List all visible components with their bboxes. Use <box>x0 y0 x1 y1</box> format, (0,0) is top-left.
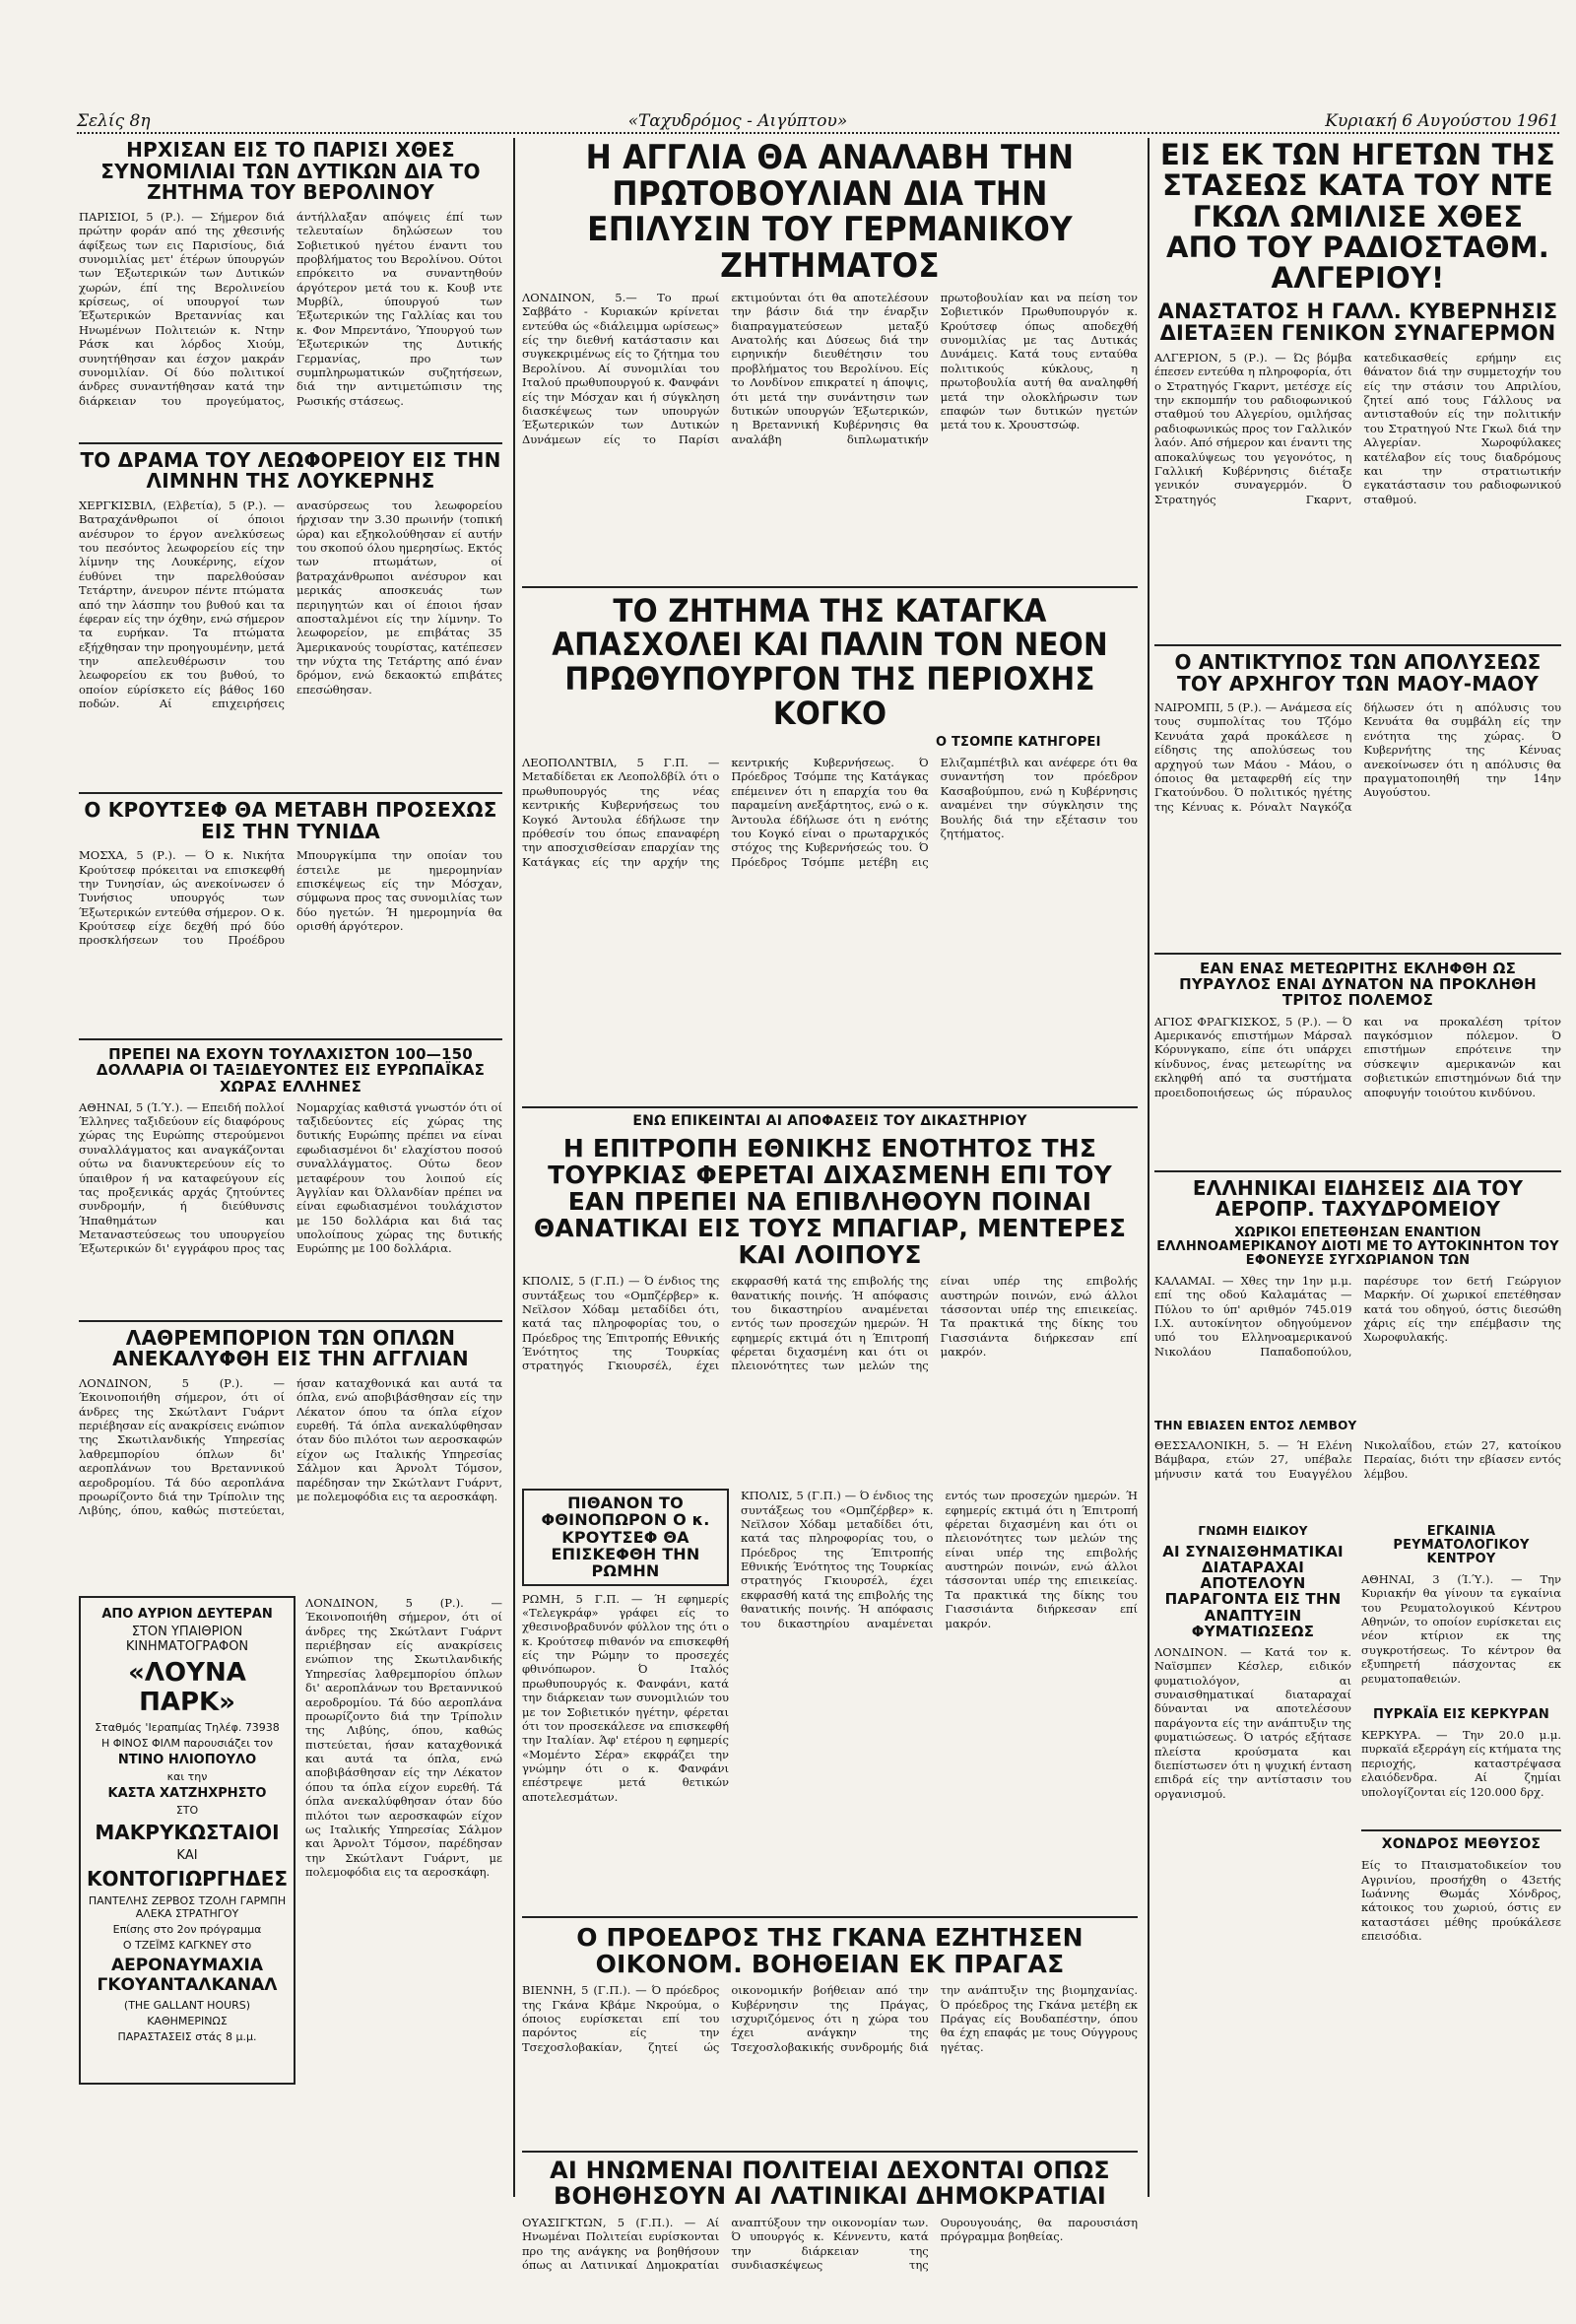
subhead-villagers-attack: ΧΩΡΙΚΟΙ ΕΠΕΤΕΘΗΣΑΝ ΕΝΑΝΤΙΟΝ ΕΛΛΗΝΟΑΜΕΡΙΚΑΝΟΥ ΔΙΟΤΙ ΜΕ ΤΟ ΑΥΤΟΚΙΝΗΤΟΝ ΤΟΥ ΕΦΟΝΕΥΣΕ ΣΥΓΧΩΡΙΑΝΟΝ ΤΩΝ <box>1156 1225 1559 1268</box>
ad-address: Σταθμός 'Ιεραπμίας Τηλέφ. 73938 <box>95 1720 280 1734</box>
headline-drunk-chondros: ΧΟΝΔΡΟΣ ΜΕΘΥΣΟΣ <box>1381 1836 1542 1853</box>
article-britain-initiative: ΛΟΝΔΙΝΟΝ, 5.— Το πρωί Σαββάτο - Κυριακών κρίνεται εντεύθα ώς «διάλειμμα ωρίσεως» είς την διεθνή κατάστασιν και συγκεκριμένως είς το ζήτημα του Βερολίνου. Αί συνομιλίαι του Ιταλού πρωθυπουργού κ. Φανφάνι είς την Μόσχαν και ή σύγκληση διασκέψεως των υπουργών Έξωτερικών των Δυτικών Δυνάμεων είς το Παρίσι εκτιμούνται ότι θα αποτελέσουν την βάσιν διά την έναρξιν διαπραγματεύσεων μεταξύ Ανατολής και Δύσεως διά την ειρηνικήν διευθέτησιν του προβλήματος του Βερολίνου. Είς το Λονδίνον επικρατεί η άποψις, ότι μετά την συνάντησιν των δυτικών υπουργών Έξωτερικών, η Βρεταννική Κυβέρνησις θα αναλάβη διπλωματικήν πρωτοβουλίαν και να πείση τον Σοβιετικόν Πρωθυπουργόν κ. Κρούτσεφ όπως αποδεχθή συνομιλίας με τας Δυτικάς Δυνάμεις. Κατά τους ενταύθα πολιτικούς κύκλους, η πρωτοβουλία αυτή θα αναληφθή μετά την ολοκλήρωσιν των επαφών των δυτικών ηγετών μετά του κ. Χρουστσώφ. <box>522 290 1138 446</box>
ad-line: ΚΑΘΗΜΕΡΙΝΩΣ <box>147 2014 228 2027</box>
page-label: Σελίς 8η <box>77 111 151 131</box>
headline-mau-mau: Ο ΑΝΤΙΚΤΥΠΟΣ ΤΩΝ ΑΠΟΛΥΣΕΩΣ ΤΟΥ ΑΡΧΗΓΟΥ ΤΩΝ ΜΑΟΥ-ΜΑΟΥ <box>1174 649 1542 696</box>
article-katanga: ΛΕΟΠΟΛΝΤΒΙΛ, 5 Γ.Π. — Μεταδίδεται εκ Λεοπολδβίλ ότι ο πρωθυπουργός της νέας κεντρικής Κυβερνήσεως του Κογκό Άντουλα έδήλωσε την πρόθεσίν του όπως επαναφέρη την αποσχισθείσαν επαρχίαν της Κατάγκας είς την αρχήν της κεντρικής Κυβερνήσεως. Ό Πρόεδρος Τσόμπε της Κατάγκας επέμεινεν ότι η επαρχία του θα παραμείνη ανεξάρτητος, ενώ ο κ. Άντουλα έδήλωσε ότι η ενότης του Κογκό είναι ο πρωταρχικός στόχος της Κυβερνήσεώς του. Ό Πρόεδρος Τσόμπε μετέβη εις Ελιζαμπέτβιλ και ανέφερε ότι θα συναντήση τον πρόεδρον Κασαβούμπου, ενώ η Κυβέρνησις αναμένει την σύγκλησιν της Βουλής διά την εξέτασιν του ζητήματος. <box>522 756 1138 869</box>
article-meteorite-war: ΑΓΙΟΣ ΦΡΑΓΚΙΣΚΟΣ, 5 (Ρ.). — Ό Αμερικανός επιστήμων Μάρσαλ Κόρυνγκαπο, είπε ότι υπάρχει κίνδυνος, ένας μετεωρίτης να εκληφθή από τα συστήματα προειδοποιήσεως ώς πύραυλος και να προκαλέση τρίτον παγκόσμιον πόλεμον. Ό επιστήμων επρότεινε την σύσκεψιν αμερικανών και σοβιετικών επιστημόνων διά την αποφυγήν τοιούτου κινδύνου. <box>1154 1014 1561 1099</box>
article-drunk-chondros: Είς το Πταισματοδικείον του Αγρινίου, προσήχθη ο 43ετής Ιωάννης Θωμάς Χόνδρος, κάτοικος του χωριού, όστις εν καταστάσει μέθης προύκάλεσε επεισόδια. <box>1361 1858 1561 1943</box>
ad-line: ΚΑΙ <box>176 1847 198 1863</box>
article-boat-assault: ΘΕΣΣΑΛΟΝΙΚΗ, 5. — Ή Ελένη Βάμβαρα, ετών 27, υπέβαλε μήνυσιν κατά του Ευαγγέλου Νικολαΐδου, ετών 27, κατοίκου Περαίας, διότι την εβίασεν εντός λέμβου. <box>1154 1437 1561 1481</box>
kicker-turkey-court: ΕΝΩ ΕΠΙΚΕΙΝΤΑΙ ΑΙ ΑΠΟΦΑΣΕΙΣ ΤΟΥ ΔΙΚΑΣΤΗΡΙΟΥ <box>632 1113 1027 1130</box>
article-tuberculosis: ΛΟΝΔΙΝΟΝ. — Κατά τον κ. Ναϊσμπεν Κέσλερ, ειδικόν φυματιολόγον, αι συναισθηματικαί διαταραχαί δύνανται να αποτελέσουν παράγοντα είς την ανάπτυξιν της φυματιώσεως. Ό ιατρός εξήτασε πλείστα κρούσματα και διεπίστωσεν ότι η ψυχική ένταση επιδρά είς την αντίστασιν του οργανισμού. <box>1154 1644 1351 1801</box>
headline-rheumatology: ΕΓΚΑΙΝΙΑ ΡΕΥΜΑΤΟΛΟΓΙΚΟΥ ΚΕΝΤΡΟΥ <box>1393 1523 1530 1566</box>
article-corfu-fire: ΚΕΡΚΥΡΑ. — Την 20.0 μ.μ. πυρκαϊά εξερράγη είς κτήματα της περιοχής, καταστρέψασα ελαιόδενδρα. Αί ζημίαι υπολογίζονται είς 120.000 δρχ. <box>1361 1728 1561 1799</box>
ad-actor: Ο ΤΖΕΪΜΣ ΚΑΓΚΝΕΥ στο <box>122 1938 252 1952</box>
headline-meteorite-war: ΕΑΝ ΕΝΑΣ ΜΕΤΕΩΡΙΤΗΣ ΕΚΛΗΦΘΗ ΩΣ ΠΥΡΑΥΛΟΣ ΕΝΑΙ ΔΥΝΑΤΟΝ ΝΑ ΠΡΟΚΛΗΘΗ ΤΡΙΤΟΣ ΠΟΛΕΜΟΣ <box>1179 960 1537 1010</box>
subhead-french-alert: ΑΝΑΣΤΑΤΟΣ Η ΓΑΛΛ. ΚΥΒΕΡΝΗΣΙΣ ΔΙΕΤΑΞΕΝ ΓΕΝΙΚΟΝ ΣΥΝΑΓΕΡΜΟΝ <box>1157 299 1558 346</box>
issue-date: Κυριακή 6 Αυγούστου 1961 <box>1325 111 1559 131</box>
article-usa-latin: ΟΥΑΣΙΓΚΤΩΝ, 5 (Γ.Π.). — Αί Ηνωμέναι Πολιτείαι ευρίσκονται προ της ανάγκης να βοηθήσουν όπως αι Λατινικαί Δημοκρατίαι αναπτύξουν την οικονομίαν των. Ό υπουργός κ. Κέννεντυ, κατά την διάρκειαν της συνδιασκέψεως της Ουρουγουάης, θα παρουσιάση πρόγραμμα βοηθείας. <box>522 2216 1138 2273</box>
ad-line: Επίσης στο 2ον πρόγραμμα <box>112 1922 262 1936</box>
ad-line: ΣΤΟΝ ΥΠΑΙΘΡΙΟΝ ΚΙΝΗΜΑΤΟΓΡΑΦΟΝ <box>125 1624 249 1654</box>
ad-venue: «ΛΟΥΝΑ ΠΑΡΚ» <box>128 1657 246 1717</box>
headline-corfu-fire: ΠΥΡΚΑΪΑ ΕΙΣ ΚΕΡΚΥΡΑΝ <box>1373 1706 1549 1722</box>
article-algeria-radio: ΑΛΓΕΡΙΟΝ, 5 (Ρ.). — Ώς βόμβα έπεσεν εντεύθα η πληροφορία, ότι ο Στρατηγός Γκαρντ, μετέσχε είς την εκπομπήν του ραδιοφωνικού σταθμού του Αλγερίου, ομιλήσας ραδιοφωνικώς προς τον Γαλλικόν λαόν. Από σήμερον και έναντι της αποκαλύψεως του γεγονότος, η Γαλλική Κυβέρνησις διέταξε γενικόν συναγερμόν. Ό Στρατηγός Γκαρντ, κατεδικασθείς ερήμην εις θάνατον διά την συμμετοχήν του είς την στάσιν του Απριλίου, ζητεί από τους Γάλλους να αντισταθούν είς την πολιτικήν του Στρατηγού Ντε Γκωλ διά την Αλγερίαν. Χωροφύλακες κατέλαβον είς τους διαδρόμους και την στρατιωτικήν εγκατάστασιν του ραδιοφωνικού σταθμού. <box>1154 350 1561 506</box>
divider <box>522 1106 1138 1108</box>
ad-line: και την <box>166 1769 208 1783</box>
column-left <box>79 140 502 2199</box>
ad-showtimes: ΠΑΡΑΣΤΑΣΕΙΣ στάς 8 μ.μ. <box>117 2029 257 2043</box>
ad-line: ΑΠΟ ΑΥΡΙΟΝ ΔΕΥΤΕΡΑΝ <box>101 1606 273 1622</box>
headline-travel-dollars: ΠΡΕΠΕΙ ΝΑ ΕΧΟΥΝ ΤΟΥΛΑΧΙΣΤΟΝ 100—150 ΔΟΛΛΑΡΙΑ ΟΙ ΤΑΞΙΔΕΥΟΝΤΕΣ ΕΙΣ ΕΥΡΩΠΑΪΚΑΣ ΧΩΡΑΣ ΕΛΛΗΝΕΣ <box>96 1045 486 1096</box>
ad-line: ΣΤΟ <box>175 1803 199 1817</box>
article-arms-smuggling: ΛΟΝΔΙΝΟΝ, 5 (Ρ.). — Έκοινοποιήθη σήμερον, ότι οί άνδρες της Σκώτλαντ Γυάρντ περιέβησαν είς ανακρίσεις ενώπιον της Σκωτιλανδικής Υπηρεσίας λαθρεμπορίου όπλων δι' αεροπλάνων του Βρεταννικού αεροδρομίου. Τά δύο αεροπλάνα προωρίζοντο διά την Τρίπολιν της Λιβύης, όπου, καθώς πιστεύεται, ήσαν καταχθονικά και αυτά τα όπλα, ενώ αποβιβάσθησαν είς την Λέκατον όπου τα όπλα είχον ευρεθή. Τά όπλα ανεκαλύφθησαν όταν δύο πιλότοι των αεροσκαφών είχον ως Ιταλικής Υπηρεσίας Σάλμον και Άρνολτ Τόμσον, παρέδησαν την Σκώτλαντ Γυάρντ, με πολεμοφόδια εις τα αεροσκάφη. <box>79 1375 502 1518</box>
divider <box>1154 953 1561 955</box>
article-bus-drama: ΧΕΡΓΚΙΣΒΙΛ, (Ελβετία), 5 (Ρ.). — Βατραχάνθρωποι οί όποιοι ανέσυρον το έργον ανελκύσεως του πεσόντος λεωφορείου είς την λίμνην της Λουκέρνης, είχον έυθύνει την παρελθούσαν Τετάρτην, άνευρον πέντε πτώματα από την λάσπην του βυθού και τα έφεραν είς την όχθην, ενώ σήμερον τα ευρήκαν. Τα πτώματα εξήχθησαν την προηγουμένην, μετά την απελευθέρωσιν του λεωφορείου εκ του βυθού, το οποίον εύρίσκετο είς βάθος 160 ποδών. Αί επιχειρήσεις ανασύρσεως του λεωφορείου ήρχισαν την 3.30 πρωινήν (τοπική ώρα) και εξηκολούθησαν εί αυτήν του σκοπού όλου ημερησίως. Εκτός των πτωμάτων, οί βατραχάνθρωποι ανέσυρον και μερικάς αποσκευάς των περιηγητών και οί έποιοι ήσαν αποσταλμένοι είς την λίμνην. Το λεωφορείον, με επιβάτας 35 Άμερικανούς τουρίστας, κατέπεσεν την νύχτα της Τετάρτης από έναν δρόμον, ενώ δεκαοκτώ επιβάτες επεσώθησαν. <box>79 498 502 711</box>
article-turkey-continued: ΚΠΟΛΙΣ, 5 (Γ.Π.) — Ό ένδιος της συντάξεως του «Ομπζέρβερ» κ. Νεϊλσον Χόδαμ μεταδίδει ότι, κατά τας πληροφορίας του, ο Πρόεδρος της Έπιτροπής Εθνικής Ένότητος της Τουρκίας στρατηγός Γκιουρσέλ, έχει εκφρασθή κατά της επιβολής της θανατικής ποινής. Ή απόφασις του δικαστηρίου αναμένεται εντός των προσεχών ημερών. Ή εφημερίς εκτιμά ότι η Έπιτροπή φέρεται διχασμένη και ότι οι πλειονότητες των μελών της είναι υπέρ της επιβολής αυστηρών ποινών, ενώ άλλοι τάσσονται υπέρ της επιεικείας. Τα πρακτικά της δίκης του Γιασσιάντα διήρκεσαν επί μακρόν. <box>741 1489 1138 1630</box>
article-turkey-committee: ΚΠΟΛΙΣ, 5 (Γ.Π.) — Ό ένδιος της συντάξεως του «Ομπζέρβερ» κ. Νεϊλσον Χόδαμ μεταδίδει ότι, κατά τας πληροφορίας του, ο Πρόεδρος της Έπιτροπής Εθνικής Ένότητος της Τουρκίας στρατηγός Γκιουρσέλ, έχει εκφρασθή κατά της επιβολής της θανατικής ποινής. Ή απόφασις του δικαστηρίου αναμένεται εντός των προσεχών ημερών. Ή εφημερίς εκτιμά ότι η Έπιτροπή φέρεται διχασμένη και ότι οι πλειονότητες των μελών της είναι υπέρ της επιβολής αυστηρών ποινών, ενώ άλλοι τάσσονται υπέρ της επιεικείας. Τα πρακτικά της δίκης του Γιασσιάντα διήρκεσαν επί μακρόν. <box>522 1274 1138 1373</box>
headline-tuberculosis: ΑΙ ΣΥΝΑΙΣΘΗΜΑΤΙΚΑΙ ΔΙΑΤΑΡΑΧΑΙ ΑΠΟΤΕΛΟΥΝ ΠΑΡΑΓΟΝΤΑ ΕΙΣ ΤΗΝ ΑΝΑΠΤΥΞΙΝ ΦΥΜΑΤΙΩΣΕΩΣ <box>1162 1542 1344 1640</box>
article-villagers-attack: ΚΑΛΑΜΑΙ. — Χθες την 1ην μ.μ. επί της οδού Καλαμάτας — Πύλου το ύπ' αριθμόν 745.019 Ι.Χ. αυτοκίνητον οδηγούμενον υπό του Ελληνοαμερικανού Νικολάου Παπαδοπούλου, παρέσυρε τον 6ετή Γεώργιον Μαρκήν. Οί χωρικοί επετέθησαν κατά του οδηγού, όστις διεσώθη χάρις είς την επέμβασιν της Χωροφυλακής. <box>1154 1273 1561 1359</box>
headline-greek-news: ΕΛΛΗΝΙΚΑΙ ΕΙΔΗΣΕΙΣ ΔΙΑ ΤΟΥ ΑΕΡΟΠΡ. ΤΑΧΥΔΡΟΜΕΙΟΥ <box>1192 1175 1524 1222</box>
kicker-expert: ΓΝΩΜΗ ΕΙΔΙΚΟΥ <box>1198 1523 1308 1538</box>
headline-khrushchev-tunisia: Ο ΚΡΟΥΤΣΕΦ ΘΑ ΜΕΤΑΒΗ ΠΡΟΣΕΧΩΣ ΕΙΣ ΤΗΝ ΤΥΝΙΔΑ <box>84 797 497 843</box>
article-rheumatology: ΑΘΗΝΑΙ, 3 (Ί.Ύ.). — Την Κυριακήν θα γίνουν τα εγκαίνια του Ρευματολογικού Κέντρου Αθηνών, το οποίον ευρίσκεται εις νέον κτίριον εκ της συγκροτήσεως. Το κέντρον θα εξυπηρετή πάσχοντας εκ ρευματοπαθειών. <box>1361 1571 1561 1686</box>
headline-katanga: ΤΟ ΖΗΤΗΜΑ ΤΗΣ ΚΑΤΑΓΚΑ ΑΠΑΣΧΟΛΕΙ ΚΑΙ ΠΑΛΙΝ ΤΟΝ ΝΕΟΝ ΠΡΩΘΥΠΟΥΡΓΟΝ ΤΗΣ ΠΕΡΙΟΧΗΣ ΚΟΓΚΟ <box>552 591 1108 732</box>
article-ghana: ΒΙΕΝΝΗ, 5 (Γ.Π.). — Ό πρόεδρος της Γκάνα Κβάμε Νκρούμα, ο όποιος ευρίσκεται επί του παρόντος είς την Τσεχοσλοβακίαν, ζητεί ώς οικονομικήν βοήθειαν από την Κυβέρνησιν της Πράγας, ισχυριζόμενος ότι η χώρα του έχει ανάγκην της Τσεχοσλοβακικής συνδρομής διά την ανάπτυξιν της βιομηχανίας. Ό πρόεδρος της Γκάνα μετέβη εκ Πράγας είς Βουδαπέστην, όπου θα έχη επαφάς με τους Ούγγρους ηγέτας. <box>522 1983 1138 2054</box>
ad-actor: ΝΤΙΝΟ ΗΛΙΟΠΟΥΛΟ <box>117 1752 257 1767</box>
article-khrushchev-tunisia: ΜΟΣΧΑ, 5 (Ρ.). — Ό κ. Νικήτα Κρούτσεφ πρόκειται να επισκεφθή την Τυνησίαν, ώς ανεκοίνωσεν ό Τυνήσιος υπουργός των Έξωτερικών εντεύθα σήμερον. Ο κ. Κρούτσεφ είχε δεχθή πρό δύο προσκλήσεων του Προέδρου Μπουργκίμπα την οποίαν του έστειλε με ημερομηνίαν επισκέψεως είς την Μόσχαν, σύμφωνα προς τας συνομιλίας των δύο ηγετών. Ή ημερομηνία θα ορισθή άργότερον. <box>79 848 502 948</box>
divider <box>79 792 502 794</box>
article-arms-continued: ΛΟΝΔΙΝΟΝ, 5 (Ρ.). — Έκοινοποιήθη σήμερον, ότι οί άνδρες της Σκώτλαντ Γυάρντ περιέβησαν είς ανακρίσεις ενώπιον της Σκωτιλανδικής Υπηρεσίας λαθρεμπορίου όπλων δι' αεροπλάνων του Βρεταννικού αεροδρομίου. Τά δύο αεροπλάνα προωρίζοντο διά την Τρίπολιν της Λιβύης, όπου, καθώς πιστεύεται, ήσαν καταχθονικά και αυτά τα όπλα, ενώ αποβιβάσθησαν είς την Λέκατον όπου τα όπλα είχον ευρεθή. Τά όπλα ανεκαλύφθησαν όταν δύο πιλότοι των αεροσκαφών είχον ως Ιταλικής Υπηρεσίας Σάλμον και Άρνολτ Τόμσον, παρέδησαν την Σκώτλαντ Γυάρντ, με πολεμοφόδια εις τα αεροσκάφη. <box>305 1595 502 1880</box>
headline-boat-assault: ΤΗΝ ΕΒΙΑΣΕΝ ΕΝΤΟΣ ΛΕΜΒΟΥ <box>1154 1418 1357 1432</box>
divider <box>79 1320 502 1322</box>
ad-actor: ΚΑΣΤΑ ΧΑΤΖΗΧΡΗΣΤΟ <box>107 1785 267 1801</box>
ad-film-title: ΑΕΡΟΝΑΥΜΑΧΙΑ ΓΚΟΥΑΝΤΑΛΚΑΝΑΛ <box>97 1955 278 1995</box>
headline-khrushchev-rome: ΠΙΘΑΝΟΝ ΤΟ ΦΘΙΝΟΠΩΡΟΝ Ο κ. ΚΡΟΥΤΣΕΦ ΘΑ ΕΠΙΣΚΕΦΘΗ ΤΗΝ ΡΩΜΗΝ <box>541 1494 710 1581</box>
headline-algeria-radio: ΕΙΣ ΕΚ ΤΩΝ ΗΓΕΤΩΝ ΤΗΣ ΣΤΑΣΕΩΣ ΚΑΤΑ ΤΟΥ ΝΤΕ ΓΚΩΛ ΩΜΙΛΙΣΕ ΧΘΕΣ ΑΠΟ ΤΟΥ ΡΑΔΙΟΣΤΑΘΜ. ΑΛΓΕΡΙΟΥ! <box>1159 138 1556 296</box>
divider <box>79 442 502 444</box>
ad-cast: ΠΑΝΤΕΛΗΣ ΖΕΡΒΟΣ ΤΖΟΛΗ ΓΑΡΜΠΗ ΑΛΕΚΑ ΣΤΡΑΤΗΓΟΥ <box>88 1893 287 1920</box>
divider <box>522 586 1138 588</box>
ad-film-title: ΚΟΝΤΟΓΙΩΡΓΗΔΕΣ <box>87 1866 289 1891</box>
cinema-advertisement <box>79 1596 296 2085</box>
divider <box>522 2151 1138 2153</box>
headline-box-rome <box>522 1489 729 1585</box>
headline-arms-smuggling: ΛΑΘΡΕΜΠΟΡΙΟΝ ΤΩΝ ΟΠΛΩΝ ΑΝΕΚΑΛΥΦΘΗ ΕΙΣ ΤΗΝ ΑΓΓΛΙΑΝ <box>112 1325 469 1371</box>
divider <box>1361 1829 1561 1831</box>
headline-bus-drama: ΤΟ ΔΡΑΜΑ ΤΟΥ ΛΕΩΦΟΡΕΙΟΥ ΕΙΣ ΤΗΝ ΛΙΜΝΗΝ ΤΗΣ ΛΟΥΚΕΡΝΗΣ <box>80 447 501 494</box>
ad-film-title: ΜΑΚΡΥΚΩΣΤΑΙΟΙ <box>95 1820 280 1844</box>
divider <box>522 1916 1138 1918</box>
paper-name: «Ταχυδρόμος - Αιγύπτου» <box>627 111 848 131</box>
divider <box>1154 1170 1561 1172</box>
ad-english-title: (THE GALLANT HOURS) <box>123 1998 251 2012</box>
column-center <box>522 138 1138 2273</box>
article-mau-mau: ΝΑΙΡΟΜΠΙ, 5 (Ρ.). — Ανάμεσα είς τους συμπολίτας του Τζόμο Κενυάτα χαρά προκάλεσε η είδησις της απολύσεως του αρχηγού των Μάου - Μάου, ο όποιος θα μεταφερθή είς την Γκατούνδου. Ό πολιτικός ηγέτης της Κένυας κ. Ρόναλτ Ναγκόζα δήλωσεν ότι η απόλυσις του Κενυάτα θα συμβάλη είς την ενότητα της χώρας. Ό Κυβερνήτης της Κένυας ανεκοίνωσεν ότι η απόλυσις θα πραγματοποιηθή την 14ην Αυγούστου. <box>1154 700 1561 814</box>
column-rule-2 <box>1148 138 1149 2197</box>
article-paris-talks: ΠΑΡΙΣΙΟΙ, 5 (Ρ.). — Σήμερον διά πρώτην φοράν από της χθεσινής άφίξεως των εις Παρισίους, διά συνομιλίας μετ' έτέρων ύπουργών των Έξωτερικών των Δυτικών χωρών, έπί της Βερολινείου κρίσεως, οί υπουργοί των Έξωτερικών Βρεταννίας και Ηνωμένων Πολιτειών κ. Ντην Ράσκ και λόρδος Χιούμ, συνητήθησαν και έσχον μακράν συνομιλίαν. Οί δύο πολιτικοί άνδρες συναντήθησαν κατά την διάρκειαν του προγεύματος, άντήλλαξαν απόψεις έπί των τελευταίων δηλώσεων του Σοβιετικού ηγέτου έναντι του προβλήματος του Βερολίνου. Ούτοι επρόκειτο να συναντηθούν άργότερον μετά του κ. Κουβ ντε Μυρβίλ, ύπουργού των Έξωτερικών της Γαλλίας και του κ. Φον Μπρεντάνο, Ύπουργού των Έξωτερικών της Δυτικής Γερμανίας, προ των συμπληρωματικών συζητήσεων, διά την αντιμετώπισιν της Ρωσικής στάσεως. <box>79 209 502 408</box>
headline-turkey-committee: Η ΕΠΙΤΡΟΠΗ ΕΘΝΙΚΗΣ ΕΝΟΤΗΤΟΣ ΤΗΣ ΤΟΥΡΚΙΑΣ ΦΕΡΕΤΑΙ ΔΙΧΑΣΜΕΝΗ ΕΠΙ ΤΟΥ ΕΑΝ ΠΡΕΠΕΙ ΝΑ ΕΠΙΒΛΗΘΟΥΝ ΠΟΙΝΑΙ ΘΑΝΑΤΙΚΑΙ ΕΙΣ ΤΟΥΣ ΜΠΑΓΙΑΡ, ΜΕΝΤΕΡΕΣ ΚΑΙ ΛΟΙΠΟΥΣ <box>533 1134 1127 1270</box>
article-khrushchev-rome: ΡΩΜΗ, 5 Γ.Π. — Ή εφημερίς «Τελεγκράφ» γράφει είς το χθεσινοβραδυνόν φύλλον της ότι ο κ. Κρούτσεφ πιθανόν να επισκεφθή είς την Ρώμην το προσεχές φθινόπωρον. Ό Ιταλός πρωθυπουργός κ. Φανφάνι, κατά την διάρκειαν των συνομιλιών του με τον Σοβιετικόν ηγέτην, φέρεται ότι τον προσεκάλεσε να επισκεφθή την Ιταλίαν. Άφ' ετέρου η εφημερίς «Μομέντο Σέρα» εκφράζει την γνώμην ότι ο κ. Φανφάνι επέστρεψε μετά θετικών αποτελεσμάτων. <box>522 1591 729 1804</box>
masthead <box>77 110 1559 134</box>
headline-britain-initiative: Η ΑΓΓΛΙΑ ΘΑ ΑΝΑΛΑΒΗ ΤΗΝ ΠΡΩΤΟΒΟΥΛΙΑΝ ΔΙΑ ΤΗΝ ΕΠΙΛΥΣΙΝ ΤΟΥ ΓΕΡΜΑΝΙΚΟΥ ΖΗΤΗΜΑΤΟΣ <box>585 138 1075 287</box>
divider <box>79 1038 502 1040</box>
column-rule-1 <box>513 138 515 2197</box>
subhead-tsombe: Ο ΤΣΟΜΠΕ ΚΑΤΗΓΟΡΕΙ <box>936 735 1101 751</box>
column-right <box>1154 140 1561 2199</box>
ad-line: Η ΦΙΝΟΣ ΦΙΛΜ παρουσιάζει τον <box>101 1736 273 1750</box>
headline-ghana: Ο ΠΡΟΕΔΡΟΣ ΤΗΣ ΓΚΑΝΑ ΕΖΗΤΗΣΕΝ ΟΙΚΟΝΟΜ. ΒΟΗΘΕΙΑΝ ΕΚ ΠΡΑΓΑΣ <box>576 1923 1084 1979</box>
article-travel-dollars: ΑΘΗΝΑΙ, 5 (Ί.Ύ.). — Επειδή πολλοί Έλληνες ταξιδεύουν είς διαφόρους χώρας της Ευρώπης στερούμενοι συναλλάγματος και αναγκάζονται ούτω να διανυκτερεύουν είς το ύπαιθρον ή να καταφεύγουν είς τας προξενικάς αρχάς ζητούντες συνδρομήν, ή διεύθυνσις Ήπαθημάτων και Μεταναστεύσεως του υπουργείου Έξωτερικών δι' εγγράφου προς τας Νομαρχίας καθιστά γνωστόν ότι οί ταξιδεύοντες είς χώρας της δυτικής Ευρώπης πρέπει να είναι εφωδιασμένοι δι' ελαχίστου ποσού συναλλάγματος. Ούτω δεον μεταφέρουν του λοιπού είς Άγγλίαν και Όλλανδίαν πρέπει να είναι εφωδιασμένοι τουλάχιστον με 150 δολλάρια και διά τας υπολοίπους χώρας της δυτικής Ευρώπης με 100 δολλάρια. <box>79 1099 502 1256</box>
headline-paris-talks: ΗΡΧΙΣΑΝ ΕΙΣ ΤΟ ΠΑΡΙΣΙ ΧΘΕΣ ΣΥΝΟΜΙΛΙΑΙ ΤΩΝ ΔΥΤΙΚΩΝ ΔΙΑ ΤΟ ΖΗΤΗΜΑ ΤΟΥ ΒΕΡΟΛΙΝΟΥ <box>100 138 481 205</box>
headline-usa-latin: ΑΙ ΗΝΩΜΕΝΑΙ ΠΟΛΙΤΕΙΑΙ ΔΕΧΟΝΤΑΙ ΟΠΩΣ ΒΟΗΘΗΣΟΥΝ ΑΙ ΛΑΤΙΝΙΚΑΙ ΔΗΜΟΚΡΑΤΙΑΙ <box>550 2157 1110 2211</box>
divider <box>1154 644 1561 646</box>
